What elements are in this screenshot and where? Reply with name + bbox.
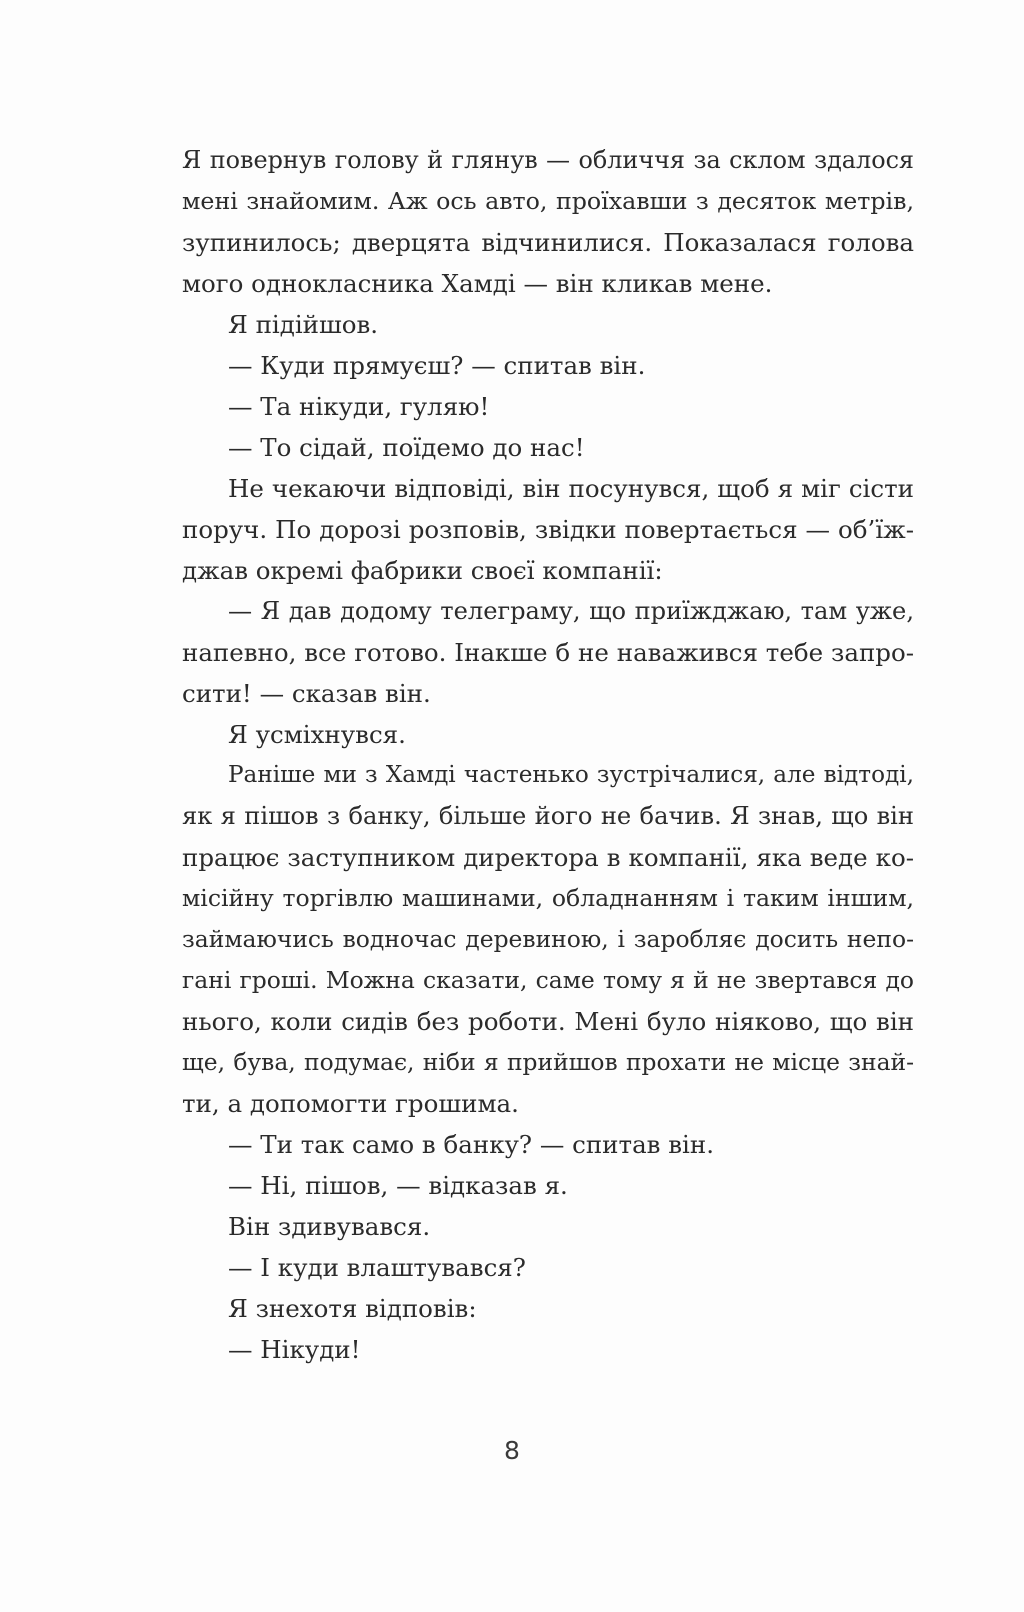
text-line: — І куди влаштувався? [228,1253,526,1282]
text-line: — Нікуди! [228,1335,361,1364]
text-line: Я підійшов. [228,310,379,339]
text-line: гані гроші. Можна сказати, саме тому я й не звертався до [182,966,914,994]
text-line: — Ні, пішов, — відказав я. [228,1171,568,1200]
text-line: зупинилось; дверцята відчинилися. Показалася голова [182,228,914,257]
text-line: нього, коли сидів без роботи. Мені було ніяково, що він [182,1007,914,1036]
text-line: джав окремі фабрики своєї компанії: [182,556,663,585]
text-line: ще, бува, подумає, ніби я прийшов прохати не місце знай- [182,1048,914,1076]
text-line: Раніше ми з Хамді частенько зустрічалися, але відтоді, [228,762,914,788]
text-line: сити! — сказав він. [182,679,431,708]
text-line: мого однокласника Хамді — він кликав мене. [182,269,773,298]
text-line: — То сідай, поїдемо до нас! [228,433,585,462]
text-line: — Куди прямуєш? — спитав він. [228,351,646,380]
text-line: — Ти так само в банку? — спитав він. [228,1130,715,1159]
text-line: Він здивувався. [228,1212,431,1241]
text-line: поруч. По дорозі розповів, звідки повертається — об’їж- [182,515,914,544]
text-line: ти, а допомогти грошима. [182,1089,519,1118]
page-number: 8 [504,1436,520,1465]
text-line: займаючись водночас деревиною, і заробляє досить непо- [182,925,914,953]
text-line: напевно, все готово. Інакше б не наважився тебе запро- [182,638,914,667]
text-line: Не чекаючи відповіді, він посунувся, щоб я міг сісти [228,474,914,503]
text-line: Я знехотя відповів: [228,1294,477,1323]
text-line: — Я дав додому телеграму, що приїжджаю, там уже, [228,597,914,625]
page-body-text [182,140,914,1370]
text-line: мені знайомим. Аж ось авто, проїхавши з десяток метрів, [182,187,914,215]
text-line: як я пішов з банку, більше його не бачив. Я знав, що він [182,802,914,830]
text-line: — Та нікуди, гуляю! [228,392,490,421]
text-line: Я повернув голову й глянув — обличчя за склом здалося [182,146,914,174]
text-line: працює заступником директора в компанії, яка веде ко- [182,843,914,872]
text-line: Я усміхнувся. [228,720,406,749]
text-line: місійну торгівлю машинами, обладнанням і таким іншим, [182,884,914,912]
